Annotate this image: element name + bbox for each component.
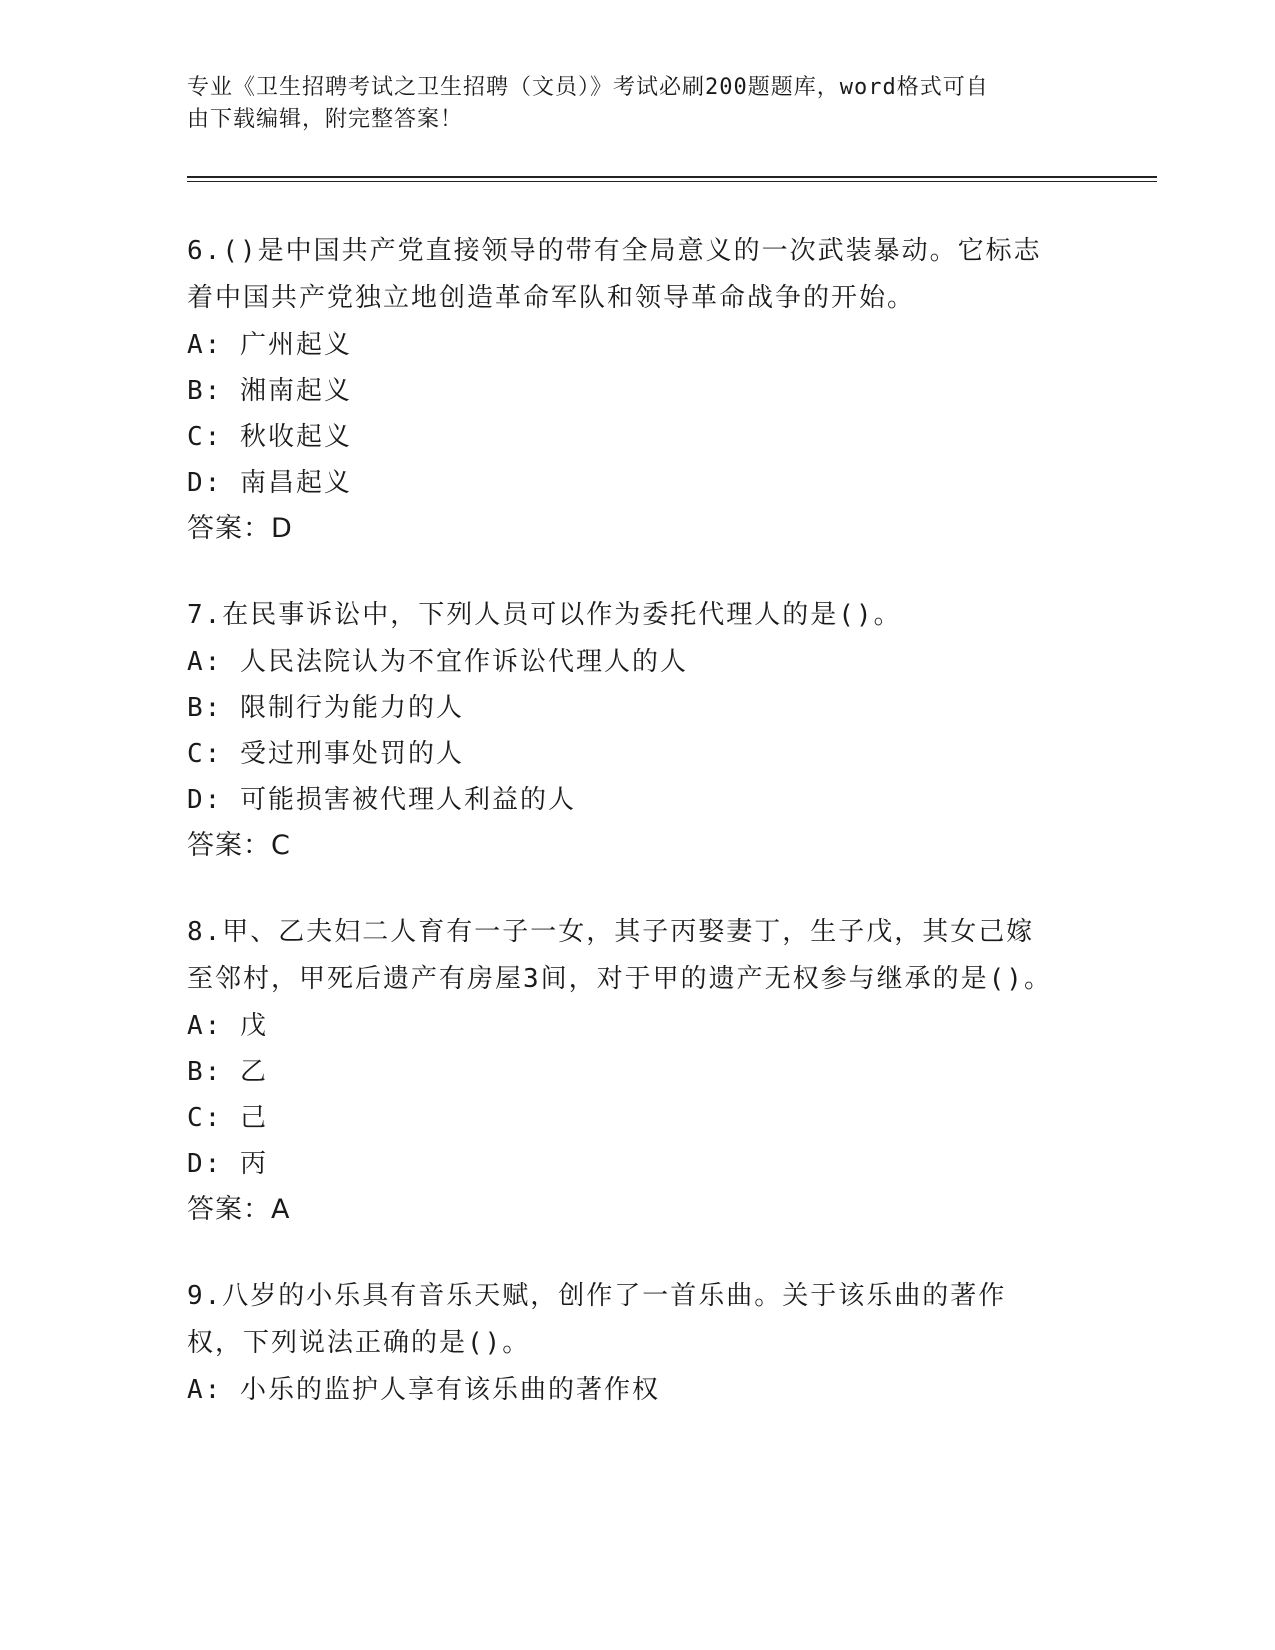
option-a: A: 人民法院认为不宜作诉讼代理人的人 bbox=[187, 647, 688, 677]
question-6 bbox=[187, 228, 1057, 552]
option-b: B: 湘南起义 bbox=[187, 376, 352, 406]
question-stem: 6.()是中国共产党直接领导的带有全局意义的一次武装暴动。它标志着中国共产党独立地创造革命军队和领导革命战争的开始。 bbox=[187, 236, 1042, 313]
document-header bbox=[187, 72, 1057, 136]
header-line-1: 专业《卫生招聘考试之卫生招聘（文员）》考试必刷200题题库，word格式可自 bbox=[187, 75, 989, 100]
option-b: B: 乙 bbox=[187, 1057, 268, 1087]
option-a: A: 戊 bbox=[187, 1011, 268, 1041]
option-d: D: 南昌起义 bbox=[187, 468, 352, 498]
question-stem: 8.甲、乙夫妇二人育有一子一女，其子丙娶妻丁，生子戊，其女己嫁至邻村，甲死后遗产有房屋3间，对于甲的遗产无权参与继承的是()。 bbox=[187, 917, 1052, 994]
answer-line: 答案：A bbox=[187, 1194, 291, 1225]
question-stem: 9.八岁的小乐具有音乐天赋，创作了一首乐曲。关于该乐曲的著作权，下列说法正确的是()。 bbox=[187, 1281, 1007, 1358]
option-b: B: 限制行为能力的人 bbox=[187, 693, 464, 723]
answer-line: 答案：C bbox=[187, 830, 291, 861]
option-d: D: 可能损害被代理人利益的人 bbox=[187, 785, 576, 815]
option-c: C: 秋收起义 bbox=[187, 422, 352, 452]
option-c: C: 受过刑事处罚的人 bbox=[187, 739, 464, 769]
option-d: D: 丙 bbox=[187, 1149, 268, 1179]
question-9 bbox=[187, 1273, 1057, 1413]
header-divider bbox=[187, 176, 1157, 182]
option-c: C: 己 bbox=[187, 1103, 268, 1133]
question-stem: 7.在民事诉讼中，下列人员可以作为委托代理人的是()。 bbox=[187, 600, 902, 630]
header-line-2: 由下载编辑，附完整答案！ bbox=[187, 107, 464, 132]
question-8 bbox=[187, 909, 1057, 1233]
question-7 bbox=[187, 592, 1057, 869]
question-list bbox=[187, 228, 1057, 1453]
answer-line: 答案：D bbox=[187, 513, 293, 544]
option-a: A: 广州起义 bbox=[187, 330, 352, 360]
option-a: A: 小乐的监护人享有该乐曲的著作权 bbox=[187, 1375, 660, 1405]
